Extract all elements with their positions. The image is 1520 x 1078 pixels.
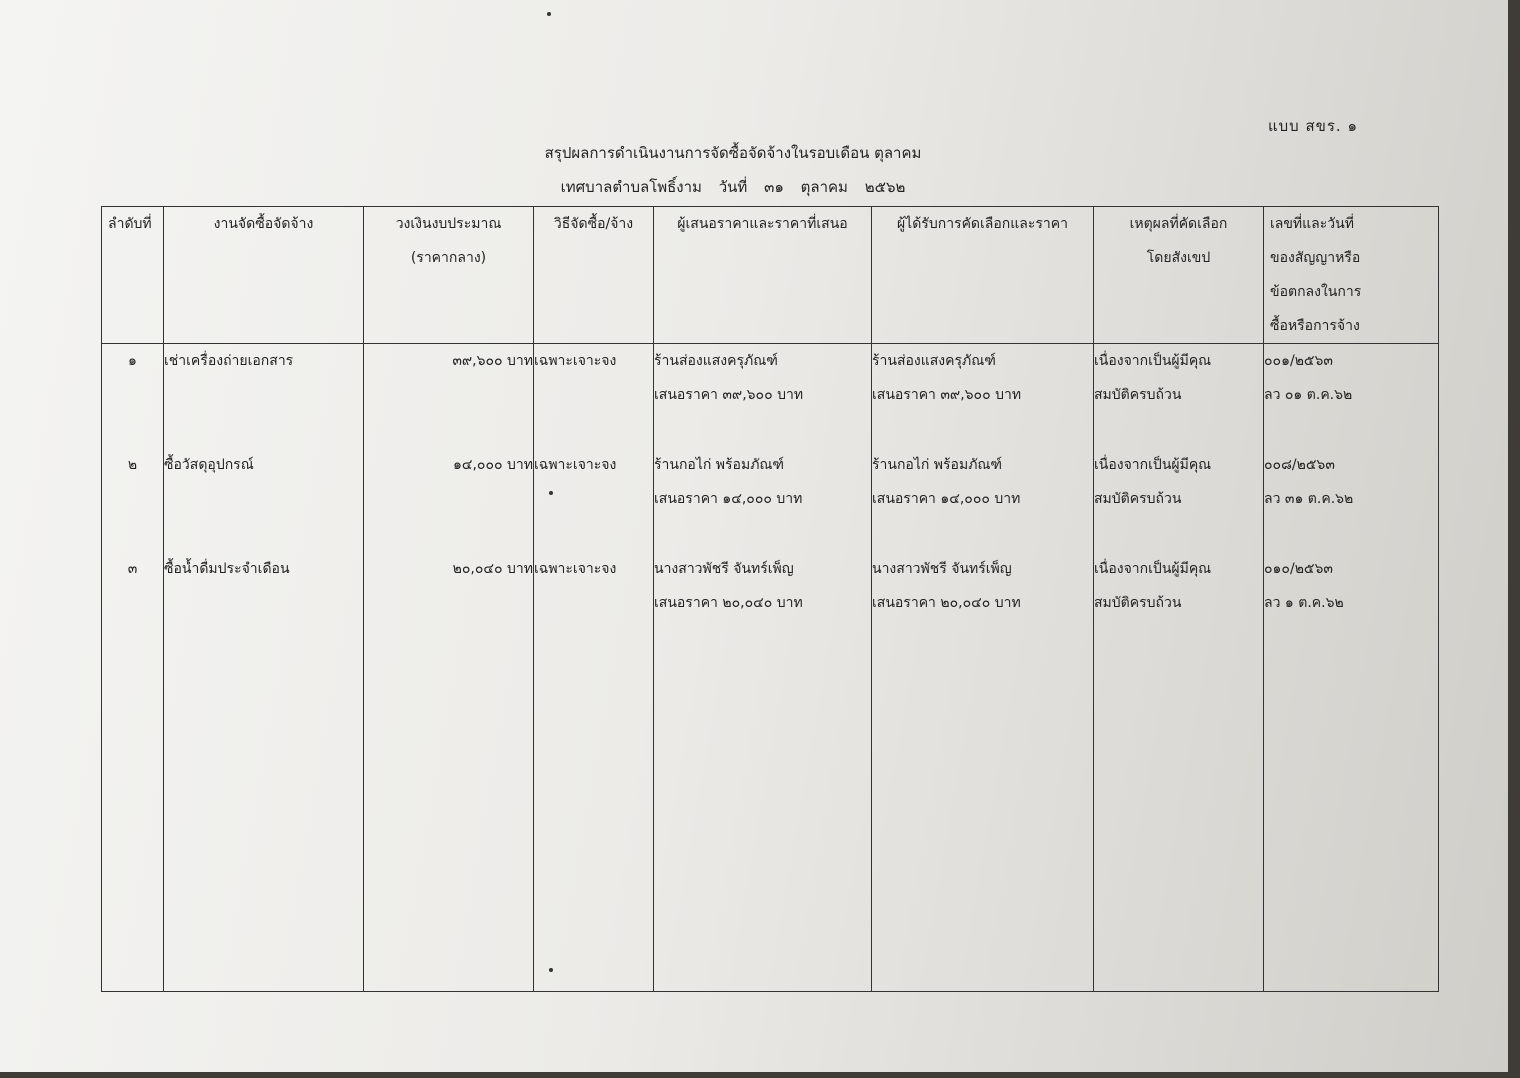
table-body-row	[102, 344, 1439, 992]
row-2-bidder-name: ร้านกอไก่ พร้อมภัณฑ์	[654, 457, 785, 473]
row-3-contract-no: ๐๑๐/๒๕๖๓	[1264, 561, 1333, 577]
header-reason-line1: เหตุผลที่คัดเลือก	[1129, 216, 1228, 232]
column-reason	[1094, 344, 1264, 992]
row-2-contract-no: ๐๐๘/๒๕๖๓	[1264, 457, 1335, 473]
form-code: แบบ สขร. ๑	[1267, 117, 1358, 135]
row-1-work: เช่าเครื่องถ่ายเอกสาร	[164, 353, 294, 369]
document-subtitle	[0, 175, 1466, 199]
row-2-contract	[1264, 448, 1438, 552]
header-bidders: ผู้เสนอราคาและราคาที่เสนอ	[654, 207, 872, 344]
row-3-selected-price: เสนอราคา ๒๐,๐๔๐ บาท	[872, 595, 1021, 611]
row-2-selected-name: ร้านกอไก่ พร้อมภัณฑ์	[872, 457, 1003, 473]
date-label: วันที่	[718, 178, 748, 196]
date-day: ๓๑	[764, 178, 784, 196]
column-no	[102, 344, 164, 992]
date-month: ตุลาคม	[800, 178, 848, 196]
row-3-reason-line1: เนื่องจากเป็นผู้มีคุณ	[1094, 561, 1212, 577]
row-1-selected	[872, 344, 1093, 448]
row-3-bidder-price: เสนอราคา ๒๐,๐๔๐ บาท	[654, 595, 803, 611]
row-1-reason-line1: เนื่องจากเป็นผู้มีคุณ	[1094, 353, 1212, 369]
org-name: เทศบาลตำบลโพธิ์งาม	[560, 178, 702, 196]
row-1-selected-price: เสนอราคา ๓๙,๖๐๐ บาท	[872, 387, 1022, 403]
row-3-bidder	[654, 552, 871, 656]
header-contract-line4: ซื้อหรือการจ้าง	[1270, 318, 1360, 334]
row-2-selected	[872, 448, 1093, 552]
row-3-bidder-name: นางสาวพัชรี จันทร์เพ็ญ	[654, 561, 794, 577]
row-1-bidder	[654, 344, 871, 448]
header-row	[102, 207, 1439, 344]
column-work	[164, 344, 364, 992]
row-3-contract-date: ลว ๑ ต.ค.๖๒	[1264, 595, 1344, 611]
row-1-reason-line2: สมบัติครบถ้วน	[1094, 387, 1182, 403]
row-2-reason	[1094, 448, 1263, 552]
row-2-contract-date: ลว ๓๑ ต.ค.๖๒	[1264, 491, 1354, 507]
header-contract-line3: ข้อตกลงในการ	[1270, 284, 1362, 300]
column-bidders	[654, 344, 872, 992]
header-work: งานจัดซื้อจัดจ้าง	[164, 207, 364, 344]
row-2-reason-line1: เนื่องจากเป็นผู้มีคุณ	[1094, 457, 1212, 473]
speck-mark	[549, 968, 553, 972]
row-3-budget: ๒๐,๐๔๐ บาท	[452, 561, 533, 577]
row-3-work: ซื้อน้ำดื่มประจำเดือน	[164, 561, 290, 577]
row-3-reason-line2: สมบัติครบถ้วน	[1094, 595, 1182, 611]
row-3-reason	[1094, 552, 1263, 656]
speck-mark	[549, 491, 553, 495]
row-1-budget: ๓๙,๖๐๐ บาท	[452, 353, 533, 369]
row-2-bidder-price: เสนอราคา ๑๔,๐๐๐ บาท	[654, 491, 803, 507]
header-budget	[364, 207, 534, 344]
header-method: วิธีจัดซื้อ/จ้าง	[534, 207, 654, 344]
header-reason-line2: โดยสังเขป	[1146, 250, 1211, 266]
row-2-method: เฉพาะเจาะจง	[534, 457, 617, 473]
row-2-budget: ๑๔,๐๐๐ บาท	[453, 457, 533, 473]
column-selected	[872, 344, 1094, 992]
document-title: สรุปผลการดำเนินงานการจัดซื้อจัดจ้างในรอบเดือน ตุลาคม	[544, 144, 922, 162]
row-2-bidder	[654, 448, 871, 552]
date-year: ๒๕๖๒	[864, 178, 906, 196]
row-1-bidder-price: เสนอราคา ๓๙,๖๐๐ บาท	[654, 387, 804, 403]
row-2-selected-price: เสนอราคา ๑๔,๐๐๐ บาท	[872, 491, 1021, 507]
row-1-contract-no: ๐๐๑/๒๕๖๓	[1264, 353, 1333, 369]
procurement-table	[101, 206, 1439, 992]
row-3-no: ๓	[127, 561, 138, 577]
header-selected: ผู้ได้รับการคัดเลือกและราคา	[872, 207, 1094, 344]
row-3-contract	[1264, 552, 1438, 656]
row-2-work: ซื้อวัสดุอุปกรณ์	[164, 457, 254, 473]
header-reason	[1094, 207, 1264, 344]
row-1-reason	[1094, 344, 1263, 448]
row-2-reason-line2: สมบัติครบถ้วน	[1094, 491, 1182, 507]
row-1-method: เฉพาะเจาะจง	[534, 353, 617, 369]
row-1-no: ๑	[128, 353, 137, 369]
header-contract-line1: เลขที่และวันที่	[1270, 216, 1354, 232]
speck-mark	[547, 12, 551, 16]
row-1-bidder-name: ร้านส่องแสงครุภัณฑ์	[654, 353, 778, 369]
column-method	[534, 344, 654, 992]
row-2-no: ๒	[127, 457, 138, 473]
column-contract	[1264, 344, 1439, 992]
row-3-selected-name: นางสาวพัชรี จันทร์เพ็ญ	[872, 561, 1012, 577]
header-contract	[1264, 207, 1439, 344]
row-3-method: เฉพาะเจาะจง	[534, 561, 617, 577]
column-budget	[364, 344, 534, 992]
row-1-selected-name: ร้านส่องแสงครุภัณฑ์	[872, 353, 996, 369]
header-contract-line2: ของสัญญาหรือ	[1270, 250, 1361, 266]
header-no: ลำดับที่	[102, 207, 164, 344]
header-budget-line1: วงเงินงบประมาณ	[395, 216, 502, 232]
row-1-contract	[1264, 344, 1438, 448]
row-1-contract-date: ลว ๐๑ ต.ค.๖๒	[1264, 387, 1353, 403]
header-budget-line2: (ราคากลาง)	[410, 250, 487, 266]
row-3-selected	[872, 552, 1093, 656]
